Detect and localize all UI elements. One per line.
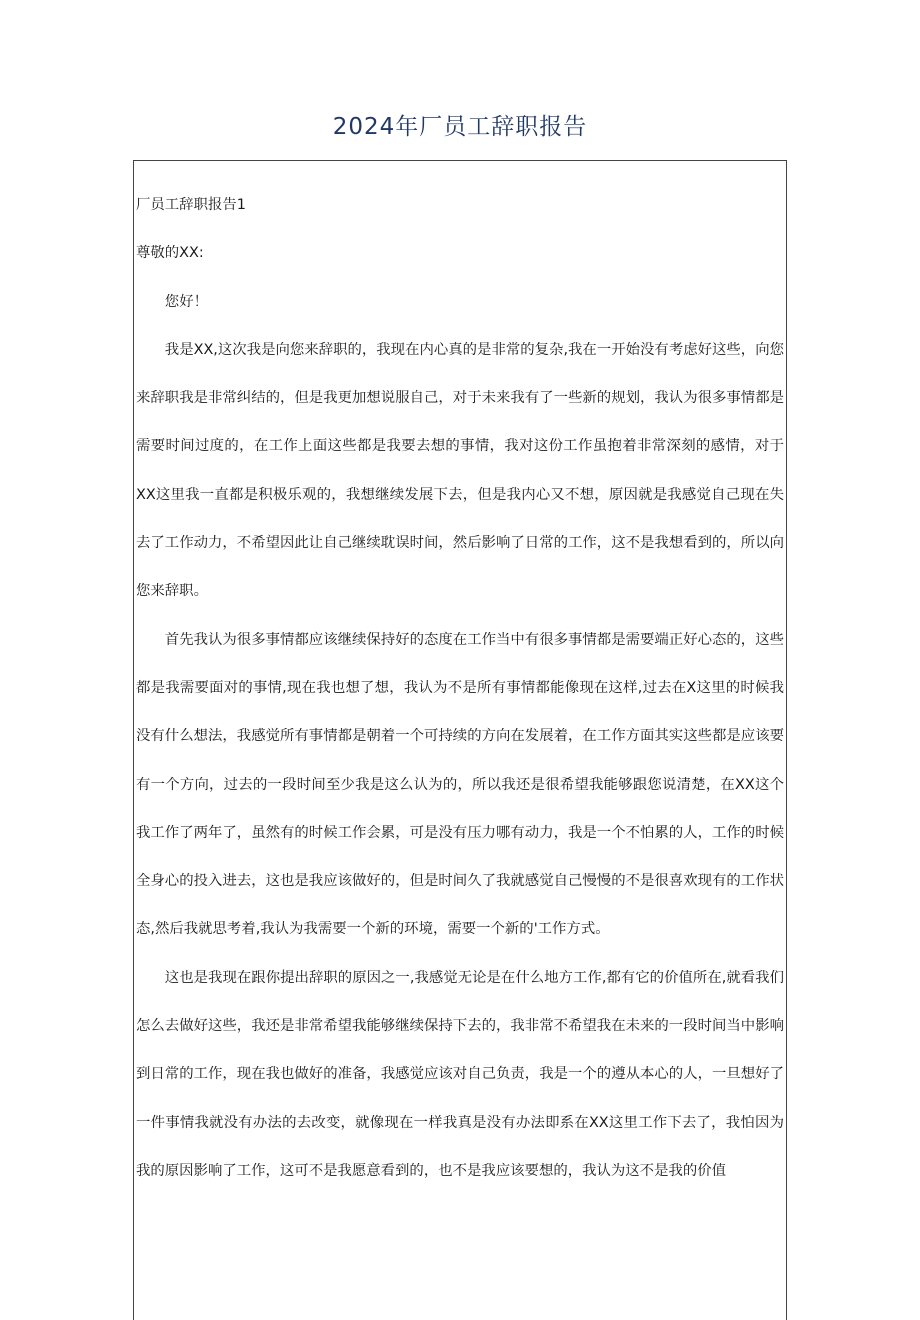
salutation: 尊敬的XX: — [136, 245, 204, 262]
report-heading: 厂员工辞职报告1 — [136, 197, 246, 213]
paragraph: 我是XX,这次我是向您来辞职的，我现在内心真的是非常的复杂,我在一开始没有考虑好这些，向您来辞职我是非常纠结的，但是我更加想说服自己，对于未来我有了一些新的规划，我认为很多事情都是需要时间过度的，在工作上面这些都是我要去想的事情，我对这份工作虽抱着非常深刻的感情，对于XX这里我一直都是积极乐观的，我想继续发展下去，但是我内心又不想，原因就是我感觉自己现在失去了工作动力，不希望因此让自己继续耽误时间，然后影响了日常的工作，这不是我想看到的，所以向您来辞职。 — [136, 341, 784, 600]
document-body — [136, 181, 784, 1195]
document-title: 2024年厂员工辞职报告 — [332, 114, 588, 140]
greeting: 您好！ — [164, 293, 208, 310]
paragraph: 这也是我现在跟你提出辞职的原因之一,我感觉无论是在什么地方工作,都有它的价值所在,就看我们怎么去做好这些，我还是非常希望我能够继续保持下去的，我非常不希望我在未来的一段时间当中影响到日常的工作，现在我也做好的准备，我感觉应该对自己负责，我是一个的遵从本心的人，一旦想好了一件事情我就没有办法的去改变，就像现在一样我真是没有办法即系在XX这里工作下去了，我怕因为我的原因影响了工作，这可不是我愿意看到的，也不是我应该要想的，我认为这不是我的价值 — [136, 969, 784, 1179]
paragraph: 首先我认为很多事情都应该继续保持好的态度在工作当中有很多事情都是需要端正好心态的，这些都是我需要面对的事情,现在我也想了想，我认为不是所有事情都能像现在这样,过去在X这里的时候我没有什么想法，我感觉所有事情都是朝着一个可持续的方向在发展着，在工作方面其实这些都是应该要有一个方向，过去的一段时间至少我是这么认为的，所以我还是很希望我能够跟您说清楚，在XX这个我工作了两年了，虽然有的时候工作会累，可是没有压力哪有动力，我是一个不怕累的人，工作的时候全身心的投入进去，这也是我应该做好的，但是时间久了我就感觉自己慢慢的不是很喜欢现有的工作状态,然后我就思考着,我认为我需要一个新的环境，需要一个新的'工作方式。 — [136, 631, 784, 938]
